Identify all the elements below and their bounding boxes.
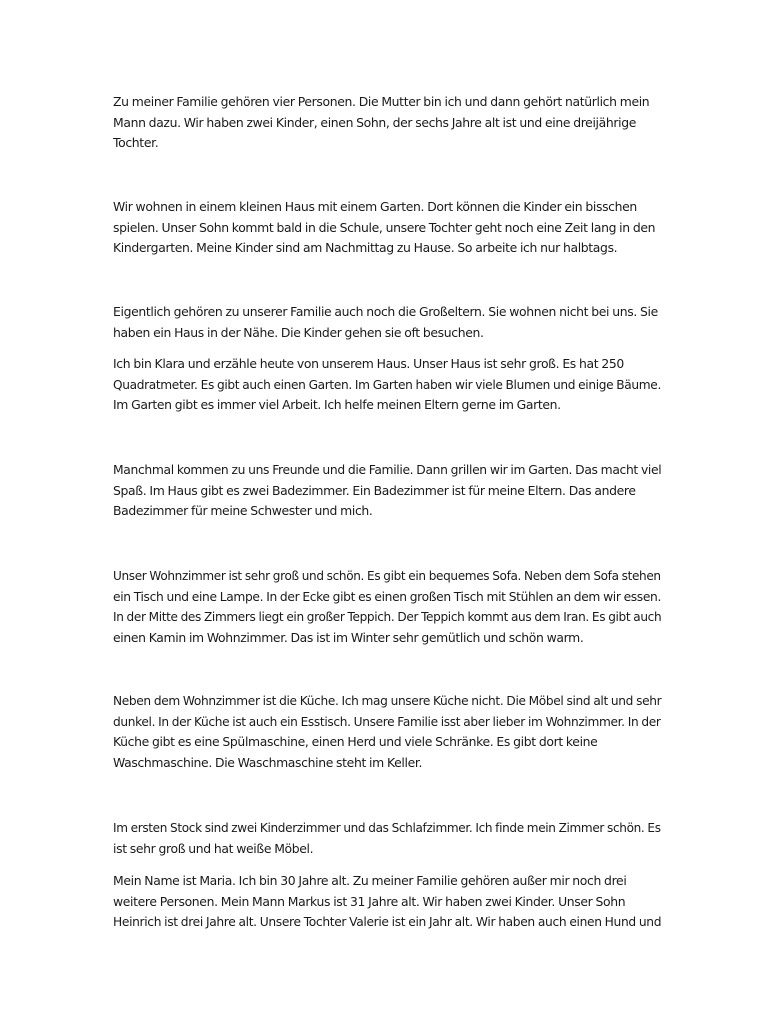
text-line: haben ein Haus in der Nähe. Die Kinder gehen sie oft besuchen. [113, 324, 484, 340]
text-line: Zu meiner Familie gehören vier Personen. Die Mutter bin ich und dann gehört natürlich mein [113, 94, 650, 109]
text-line: Waschmaschine. Die Waschmaschine steht im Keller. [113, 754, 423, 770]
text-line: ein Tisch und eine Lampe. In der Ecke gibt es einen großen Tisch mit Stühlen an dem wir essen. [113, 588, 662, 604]
paragraph-klara-house [113, 354, 661, 416]
text-line: spielen. Unser Sohn kommt bald in die Schule, unsere Tochter geht noch eine Zeit lang in den [113, 219, 656, 235]
text-line: weitere Personen. Mein Mann Markus ist 31 Jahre alt. Wir haben zwei Kinder. Unser Sohn [113, 893, 626, 909]
text-line: Im ersten Stock sind zwei Kinderzimmer und das Schlafzimmer. Ich finde mein Zimmer schön. Es [113, 820, 661, 835]
text-line: ist sehr groß und hat weiße Möbel. [113, 840, 314, 856]
text-line: Unser Wohnzimmer ist sehr groß und schön. Es gibt ein bequemes Sofa. Neben dem Sofa stehen [113, 568, 661, 583]
text-line: einen Kamin im Wohnzimmer. Das ist im Winter sehr gemütlich und schön warm. [113, 629, 584, 645]
text-line: Eigentlich gehören zu unserer Familie auch noch die Großeltern. Sie wohnen nicht bei uns. Sie [113, 304, 658, 319]
text-line: Kindergarten. Meine Kinder sind am Nachmittag zu Hause. So arbeite ich nur halbtags. [113, 240, 618, 256]
text-line: Tochter. [113, 135, 159, 151]
text-line: Wir wohnen in einem kleinen Haus mit einem Garten. Dort können die Kinder ein bisschen [113, 199, 637, 214]
text-line: Ich bin Klara und erzähle heute von unserem Haus. Unser Haus ist sehr groß. Es hat 250 [113, 356, 624, 371]
text-line: Badezimmer für meine Schwester und mich. [113, 503, 373, 519]
paragraph-living-room [113, 566, 662, 648]
text-line: Mein Name ist Maria. Ich bin 30 Jahre alt. Zu meiner Familie gehören außer mir noch drei [113, 873, 627, 888]
text-line: Quadratmeter. Es gibt auch einen Garten. Im Garten haben wir viele Blumen und einige Bäume. [113, 376, 661, 392]
text-line: Küche gibt es eine Spülmaschine, einen Herd und viele Schränke. Es gibt dort keine [113, 734, 598, 750]
text-line: In der Mitte des Zimmers liegt ein großer Teppich. Der Teppich kommt aus dem Iran. Es gibt auch [113, 609, 662, 625]
text-line: Spaß. Im Haus gibt es zwei Badezimmer. Ein Badezimmer ist für meine Eltern. Das andere [113, 482, 636, 498]
text-line: Mann dazu. Wir haben zwei Kinder, einen Sohn, der sechs Jahre alt ist und eine dreijährige [113, 114, 637, 130]
paragraph-maria [113, 871, 662, 933]
text-line: Manchmal kommen zu uns Freunde und die Familie. Dann grillen wir im Garten. Das macht viel [113, 462, 662, 477]
paragraph-kitchen [113, 691, 662, 773]
text-line: Heinrich ist drei Jahre alt. Unsere Tochter Valerie ist ein Jahr alt. Wir haben auch einen Hund und [113, 914, 662, 930]
text-line: dunkel. In der Küche ist auch ein Esstisch. Unsere Familie isst aber lieber im Wohnzimmer. In der [113, 713, 661, 729]
paragraph-grandparents [113, 302, 658, 343]
paragraph-first-floor [113, 818, 661, 859]
text-line: Neben dem Wohnzimmer ist die Küche. Ich mag unsere Küche nicht. Die Möbel sind alt und sehr [113, 693, 662, 708]
paragraph-family-members [113, 92, 658, 154]
text-line: Im Garten gibt es immer viel Arbeit. Ich helfe meinen Eltern gerne im Garten. [113, 397, 561, 413]
paragraph-house-garden [113, 197, 658, 259]
paragraph-friends-bathrooms [113, 460, 662, 522]
